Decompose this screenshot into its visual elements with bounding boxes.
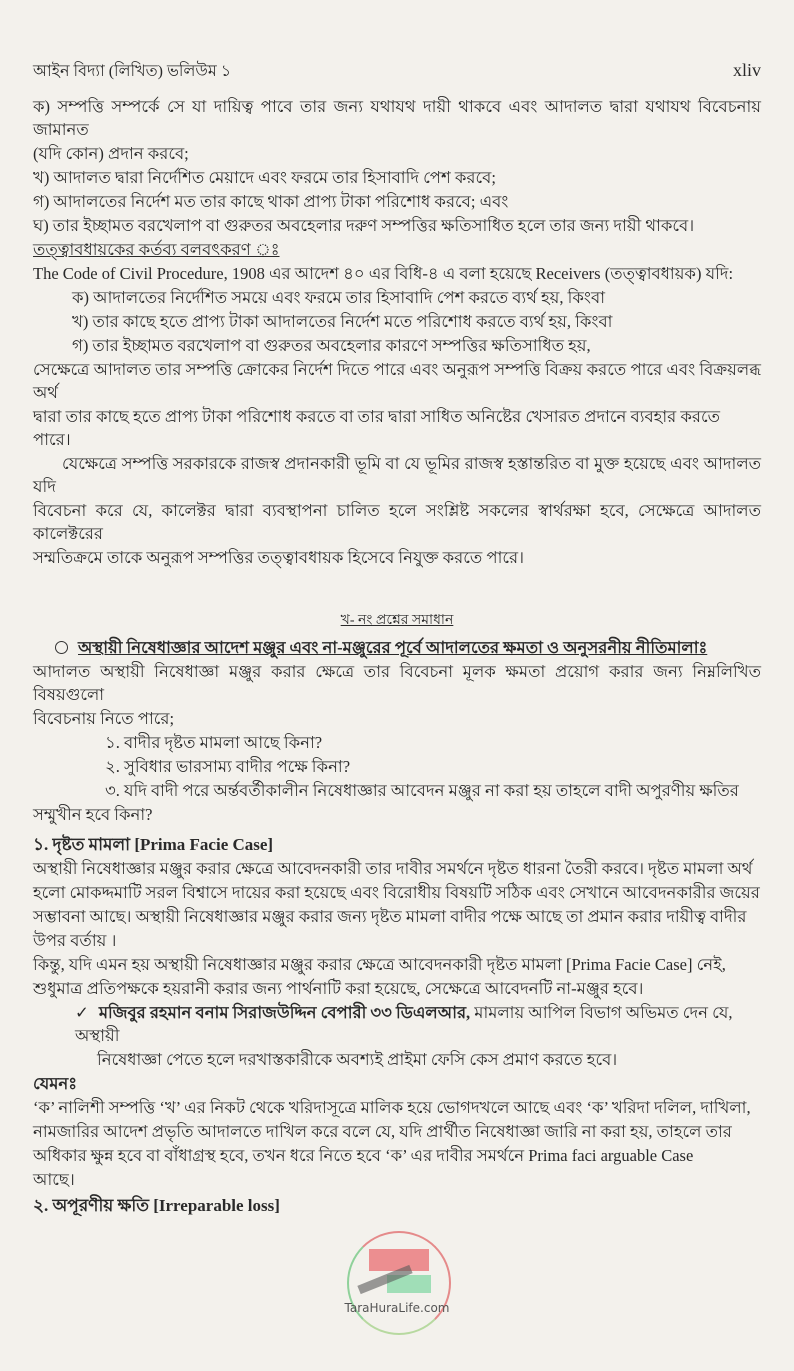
section-heading: ২. অপূরণীয় ক্ষতি [Irreparable loss] [33, 1196, 280, 1215]
list-item: ৩. যদি বাদী পরে অর্ন্তবর্তীকালীন নিষেধাজ্ঞার আবেদন মঞ্জুর না করা হয় তাহলে বাদী অপুরণীয় ক্ষতির [105, 781, 739, 800]
text-line: সেক্ষেত্রে আদালত তার সম্পত্তি ক্রোকের নির্দেশ দিতে পারে এবং অনুরূপ সম্পত্তি বিক্রয় করতে পারে এবং বিক্রয়লব্ধ অর্থ [33, 360, 761, 402]
answer-subtitle: খ- নং প্রশ্নের সমাধান [340, 613, 454, 628]
text-line: শুধুমাত্র প্রতিপক্ষকে হয়রানী করার জন্য পার্থনাটি করা হয়েছে, সেক্ষেত্রে আবেদনটি না-মঞ্জুর হবে। [33, 979, 644, 998]
text-line: The Code of Civil Procedure, 1908 এর আদেশ ৪০ এর বিধি-৪ এ বলা হয়েছে Receivers (তত্ত্বাবধায়ক) যদি: [33, 264, 734, 283]
text-line: আদালত অস্থায়ী নিষেধাজ্ঞা মঞ্জুর করার ক্ষেত্রে তার বিবেচনা মূলক ক্ষমতা প্রয়োগ করার জন্য নিম্নলিখিত বিষয়গুলো [33, 662, 761, 704]
text-line: হলো মোকদ্দমাটি সরল বিশ্বাসে দায়ের করা হয়েছে এবং বিরোধীয় বিষয়টি সঠিক এবং সেখানে আবেদনকারীর জয়ের [33, 883, 760, 902]
text-line: সম্মুখীন হবে কিনা? [33, 805, 153, 824]
text-line: বিবেচনায় নিতে পারে; [33, 709, 175, 728]
watermark [307, 1231, 487, 1341]
text-line: (যদি কোন) প্রদান করবে; [33, 144, 189, 163]
circle-bullet-icon [55, 641, 68, 654]
case-text: মামলায় আপিল বিভাগ অভিমত দেন যে, অস্থায়ী [75, 1003, 733, 1045]
text-line: ঘ) তার ইচ্ছামত বরখেলাপ বা গুরুতর অবহেলার দরুণ সম্পত্তির ক্ষতিসাধিত হলে তার জন্য দায়ী থাকবে। [33, 216, 695, 235]
text-line: বিবেচনা করে যে, কালেক্টর দ্বারা ব্যবস্থাপনা চালিত হলে সংশ্লিষ্ট সকলের স্বার্থরক্ষা হবে, সেক্ষেত্রে আদালত কালেক্টরের [33, 501, 761, 543]
text-line: নামজারির আদেশ প্রভৃতি আদালতে দাখিল করে বলে যে, যদি প্রার্থীত নিষেধাজ্ঞা জারি না করা হয়, তাহলে তার [33, 1122, 732, 1141]
text-line: যেক্ষেত্রে সম্পত্তি সরকারকে রাজস্ব প্রদানকারী ভূমি বা যে ভূমির রাজস্ব হস্তান্তরিত বা মুক্ত হয়েছে এবং আদালত যদি [33, 454, 761, 496]
answer-heading [55, 636, 761, 659]
text-line: আছে। [33, 1170, 75, 1189]
section-heading: ১. দৃষ্টত মামলা [Prima Facie Case] [33, 835, 274, 854]
list-item: ১. বাদীর দৃষ্টত মামলা আছে কিনা? [105, 733, 323, 752]
text-line: সম্ভাবনা আছে। অস্থায়ী নিষেধাজ্ঞার মঞ্জুর করার জন্য দৃষ্টত মামলা বাদীর পক্ষে আছে তা প্রমান করার দায়ীত্ব বাদীর [33, 907, 747, 926]
text-line: খ) আদালত দ্বারা নির্দেশিত মেয়াদে এবং ফরমে তার হিসাবাদি পেশ করবে; [33, 168, 496, 187]
answer-heading-text: অস্থায়ী নিষেধাজ্ঞার আদেশ মঞ্জুর এবং না-মঞ্জুরের পূর্বে আদালতের ক্ষমতা ও অনুসরনীয় নীতিমালাঃ [78, 638, 708, 657]
book-title: আইন বিদ্যা (লিখিত) ভলিউম ১ [33, 63, 232, 80]
list-item: গ) তার ইচ্ছামত বরখেলাপ বা গুরুতর অবহেলার কারণে সম্পত্তির ক্ষতিসাধিত হয়, [72, 336, 591, 355]
example-label: যেমনঃ [33, 1074, 78, 1093]
watermark-text: TaraHuraLife.com [344, 1301, 450, 1315]
receiver-duties-section [33, 95, 761, 569]
answer-section [33, 609, 761, 826]
text-line: ক) সম্পত্তি সম্পর্কে সে যা দায়িত্ব পাবে তার জন্য যথাযথ দায়ী থাকবে এবং আদালত দ্বারা যথাযথ বিবেচনায় জামানত [33, 97, 761, 139]
text-line: সম্মতিক্রমে তাকে অনুরূপ সম্পত্তির তত্ত্বাবধায়ক হিসেবে নিযুক্ত করতে পারে। [33, 548, 524, 567]
text-line: দ্বারা তার কাছে হতে প্রাপ্য টাকা পরিশোধ করতে বা তার দ্বারা সাধিত অনিষ্টের খেসারত প্রদানে ব্যবহার করতে পারে। [33, 407, 720, 449]
list-item: ২. সুবিধার ভারসাম্য বাদীর পক্ষে কিনা? [105, 757, 351, 776]
text-line: অধিকার ক্ষুন্ন হবে বা বাঁধাগ্রস্থ হবে, তখন ধরে নিতে হবে ‘ক’ এর দাবীর সমর্থনে Prima faci arguable Case [33, 1146, 694, 1165]
case-citation [75, 1001, 761, 1047]
running-header [33, 58, 761, 85]
prima-facie-section [33, 833, 761, 1217]
list-item: খ) তার কাছে হতে প্রাপ্য টাকা আদালতের নির্দেশ মতে পরিশোধ করতে ব্যর্থ হয়, কিংবা [72, 312, 613, 331]
text-line: উপর বর্তায় । [33, 931, 117, 950]
section-heading: তত্ত্বাবধায়কের কর্তব্য বলবৎকরণ ঃ [33, 240, 280, 259]
page-number: xliv [732, 60, 761, 80]
list-item: ক) আদালতের নির্দেশিত সময়ে এবং ফরমে তার হিসাবাদি পেশ করতে ব্যর্থ হয়, কিংবা [72, 288, 605, 307]
text-line: গ) আদালতের নির্দেশ মত তার কাছে থাকা প্রাপ্য টাকা পরিশোধ করবে; এবং [33, 192, 509, 211]
text-line: কিন্তু, যদি এমন হয় অস্থায়ী নিষেধাজ্ঞার মঞ্জুর করার ক্ষেত্রে আবেদনকারী দৃষ্টত মামলা [Prima Facie Case] নেই, [33, 955, 726, 974]
case-name: মজিবুর রহমান বনাম সিরাজউদ্দিন বেপারী ৩৩ ডিএলআর, [98, 1003, 471, 1022]
text-line: নিষেধাজ্ঞা পেতে হলে দরখাস্তকারীকে অবশ্যই প্রাইমা ফেসি কেস প্রমাণ করতে হবে। [97, 1050, 618, 1069]
text-line: অস্থায়ী নিষেধাজ্ঞার মঞ্জুর করার ক্ষেত্রে আবেদনকারী তার দাবীর সমর্থনে দৃষ্টত ধারনা তৈরী করবে। দৃষ্টত মামলা অর্থ [33, 859, 753, 878]
text-line: ‘ক’ নালিশী সম্পত্তি ‘খ’ এর নিকট থেকে খরিদাসূত্রে মালিক হয়ে ভোগদখলে আছে এবং ‘ক’ খরিদা দলিল, দাখিলা, [33, 1098, 751, 1117]
checkmark-icon: ✓ [75, 1003, 89, 1022]
